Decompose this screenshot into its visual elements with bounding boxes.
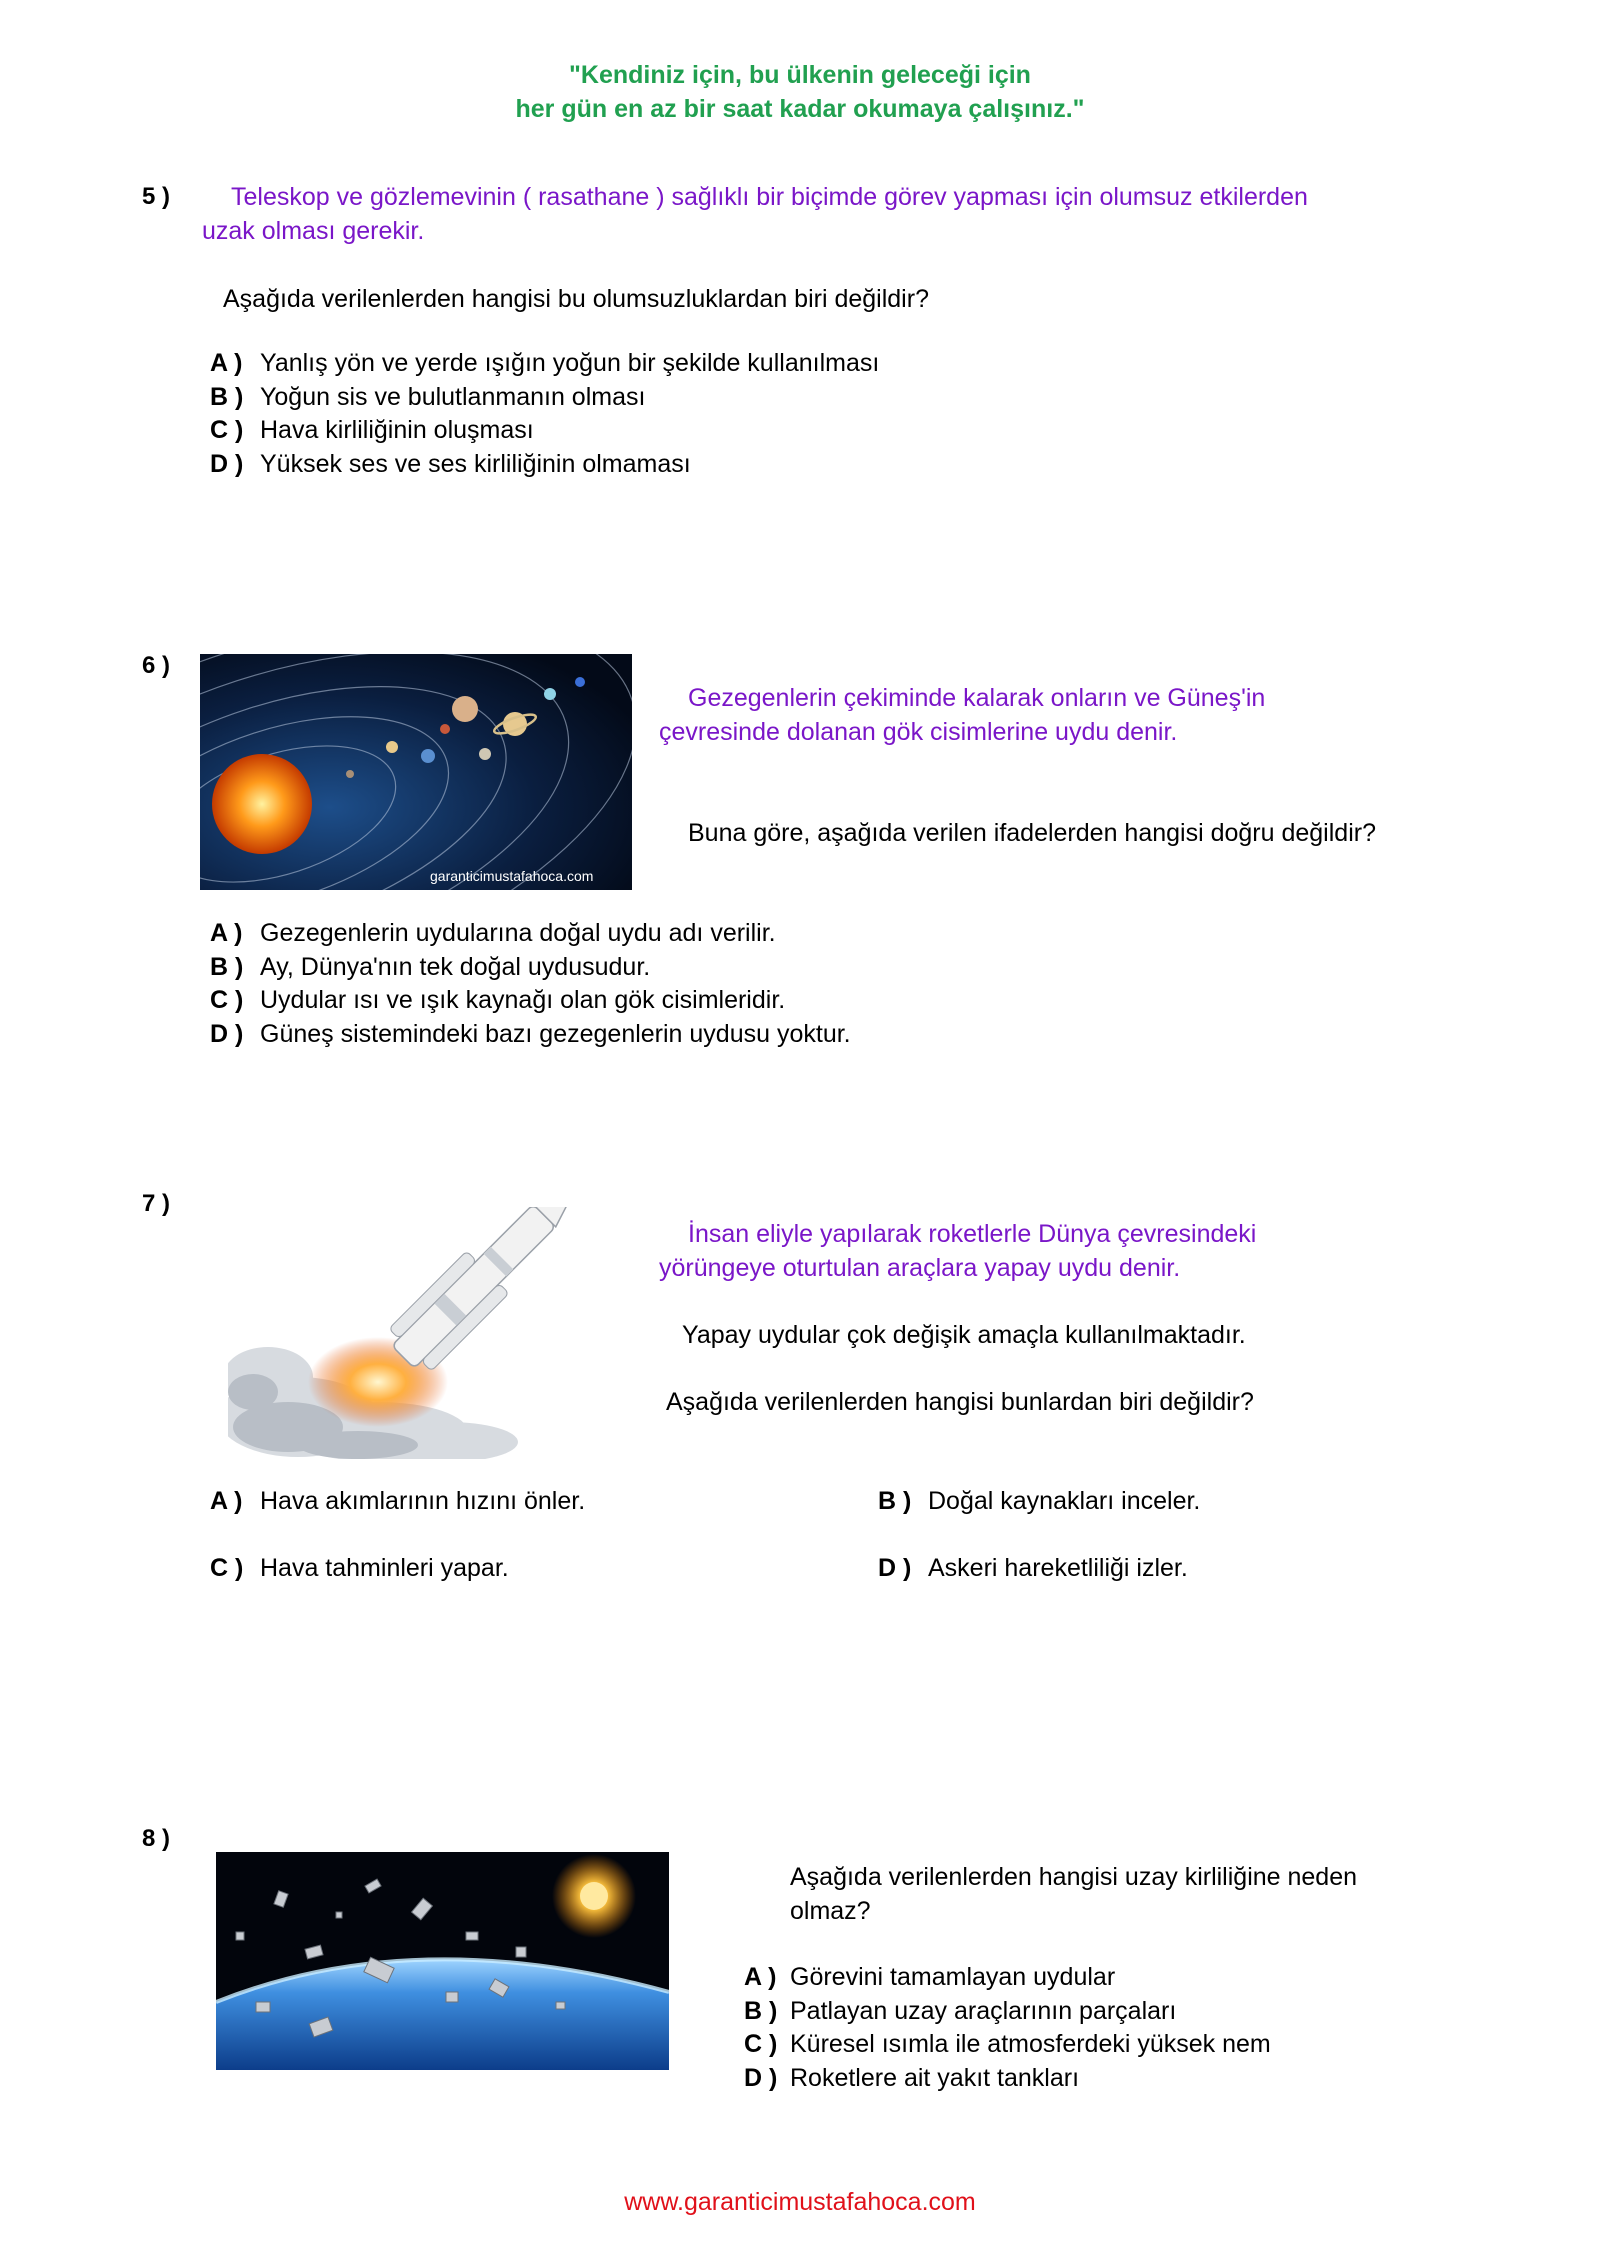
option-d[interactable] (878, 1552, 1188, 1586)
rocket-launch-image (228, 1207, 634, 1459)
solar-system-image (200, 654, 632, 890)
question-intro-line-1: İnsan eliyle yapılarak roketlerle Dünya çevresindeki (688, 1220, 1257, 1248)
question-number: 5 ) (142, 183, 171, 210)
option-b[interactable] (744, 1995, 1271, 2029)
option-text: Hava tahminleri yapar. (260, 1554, 509, 1582)
option-c[interactable] (744, 2028, 1271, 2062)
option-text: Yoğun sis ve bulutlanmanın olması (260, 382, 646, 411)
options-list (210, 347, 879, 481)
option-text: Güneş sistemindeki bazı gezegenlerin uydusu yoktur. (260, 1019, 851, 1048)
option-c[interactable] (210, 414, 879, 448)
question-intro-line-2: yörüngeye oturtulan araçlara yapay uydu denir. (659, 1254, 1181, 1282)
motto-line-1: "Kendiniz için, bu ülkenin geleceği için (569, 61, 1031, 89)
question-number: 7 ) (142, 1190, 171, 1217)
option-b[interactable] (878, 1485, 1200, 1519)
option-c[interactable] (210, 1552, 509, 1586)
question-text: Buna göre, aşağıda verilen ifadelerden hangisi doğru değildir? (688, 819, 1376, 847)
question-intro-line-2: uzak olması gerekir. (202, 217, 425, 245)
option-a[interactable] (744, 1961, 1271, 1995)
option-letter: D ) (744, 2063, 778, 2092)
question-text: Aşağıda verilenlerden hangisi bunlardan biri değildir? (666, 1388, 1254, 1416)
option-text: Askeri hareketliliği izler. (928, 1554, 1188, 1582)
question-intro-line-1: Teleskop ve gözlemevinin ( rasathane ) sağlıklı bir biçimde görev yapması için olumsuz etkilerden (231, 183, 1308, 211)
option-letter: C ) (744, 2030, 778, 2058)
option-c[interactable] (210, 984, 851, 1018)
option-text: Roketlere ait yakıt tankları (790, 2063, 1080, 2092)
footer-website-link[interactable]: www.garanticimustafahoca.com (624, 2188, 976, 2216)
question-text-line-2: olmaz? (790, 1897, 871, 1925)
option-letter: C ) (210, 1554, 244, 1582)
question-intro-line-2: çevresinde dolanan gök cisimlerine uydu denir. (659, 718, 1178, 746)
option-letter: A ) (210, 919, 243, 947)
options-list (744, 1961, 1271, 2095)
option-letter: B ) (878, 1487, 912, 1515)
option-letter: C ) (210, 416, 244, 444)
option-text: Ay, Dünya'nın tek doğal uydusudur. (260, 952, 651, 981)
option-letter: A ) (210, 1487, 243, 1515)
option-letter: B ) (210, 382, 244, 411)
option-letter: B ) (744, 1996, 778, 2025)
question-text: Aşağıda verilenlerden hangisi bu olumsuzluklardan biri değildir? (223, 285, 929, 313)
space-debris-image (216, 1852, 669, 2070)
statement-text: Yapay uydular çok değişik amaçla kullanılmaktadır. (682, 1321, 1246, 1349)
option-text: Hava kirliliğinin oluşması (260, 416, 534, 444)
option-text: Küresel ısımla ile atmosferdeki yüksek nem (790, 2030, 1271, 2058)
option-text: Uydular ısı ve ışık kaynağı olan gök cisimleridir. (260, 986, 786, 1014)
options-list (210, 917, 851, 1051)
question-number: 8 ) (142, 1825, 171, 1852)
option-text: Gezegenlerin uydularına doğal uydu adı verilir. (260, 919, 776, 947)
question-text-line-1: Aşağıda verilenlerden hangisi uzay kirliliğine neden (790, 1863, 1358, 1891)
option-a[interactable] (210, 1485, 585, 1519)
option-text: Doğal kaynakları inceler. (928, 1487, 1201, 1515)
option-d[interactable] (210, 1018, 851, 1052)
option-letter: A ) (210, 349, 243, 377)
option-b[interactable] (210, 381, 879, 415)
option-letter: D ) (210, 449, 244, 478)
option-letter: D ) (210, 1019, 244, 1048)
option-letter: D ) (878, 1554, 912, 1582)
option-text: Yanlış yön ve yerde ışığın yoğun bir şekilde kullanılması (260, 349, 880, 377)
option-text: Patlayan uzay araçlarının parçaları (790, 1996, 1177, 2025)
image-caption: garanticimustafahoca.com (430, 868, 594, 884)
option-b[interactable] (210, 951, 851, 985)
option-letter: B ) (210, 952, 244, 981)
option-d[interactable] (744, 2062, 1271, 2096)
option-letter: C ) (210, 986, 244, 1014)
option-d[interactable] (210, 448, 879, 482)
option-a[interactable] (210, 347, 879, 381)
option-text: Yüksek ses ve ses kirliliğinin olmaması (260, 449, 691, 478)
option-a[interactable] (210, 917, 851, 951)
option-text: Hava akımlarının hızını önler. (260, 1487, 586, 1515)
question-intro-line-1: Gezegenlerin çekiminde kalarak onların ve Güneş'in (688, 684, 1266, 712)
option-text: Görevini tamamlayan uydular (790, 1963, 1116, 1991)
motto-line-2: her gün en az bir saat kadar okumaya çalışınız." (515, 95, 1085, 123)
question-number: 6 ) (142, 652, 171, 679)
option-letter: A ) (744, 1963, 777, 1991)
